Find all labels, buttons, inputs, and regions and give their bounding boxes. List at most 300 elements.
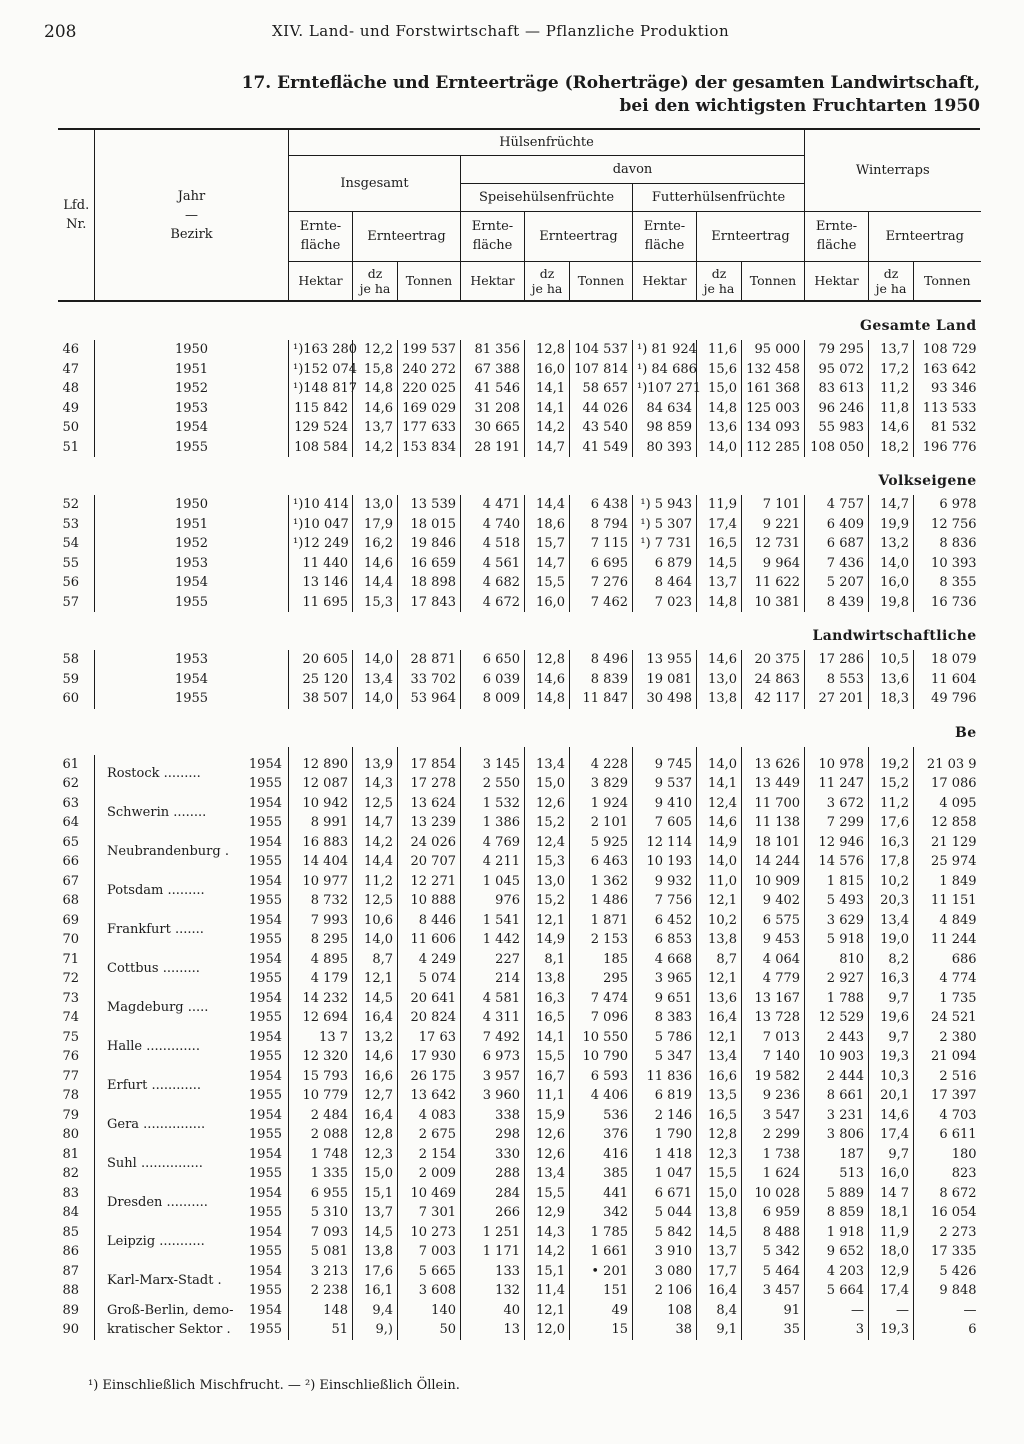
flaeche-header-4: Ernte- fläche [805, 211, 869, 261]
value-cell: 14,6 [869, 418, 914, 438]
value-cell: 16,0 [525, 360, 570, 380]
value-cell: 3 672 [805, 794, 869, 814]
row-year: 1954 [248, 1224, 282, 1240]
value-cell: 5 664 [805, 1281, 869, 1301]
bezirk-cell [95, 969, 289, 989]
value-cell: 295 [570, 969, 633, 989]
value-cell: 38 [633, 1320, 697, 1340]
value-cell: 84 634 [633, 399, 697, 419]
value-cell: 13 624 [398, 794, 461, 814]
value-cell: 10 193 [633, 852, 697, 872]
value-cell: 19 582 [742, 1067, 805, 1087]
value-cell: 20 641 [398, 989, 461, 1009]
value-cell: 3 965 [633, 969, 697, 989]
row-number: 46 [62, 342, 80, 357]
row-year: 1951 [95, 515, 289, 535]
value-cell: 13,8 [697, 930, 742, 950]
value-cell: 6 973 [461, 1047, 525, 1067]
value-cell: 17,6 [869, 813, 914, 833]
value-cell: 14,8 [525, 689, 570, 709]
value-cell: 9,1 [697, 1320, 742, 1340]
value-cell: 14,0 [697, 755, 742, 775]
bezirk-cell [95, 852, 289, 872]
row-number: 64 [62, 815, 80, 830]
value-cell: 14,6 [869, 1106, 914, 1126]
value-cell: 95 000 [742, 340, 805, 360]
huelsen-header: Hülsenfrüchte [289, 130, 805, 155]
value-cell: 33 702 [398, 670, 461, 690]
value-cell: 16 883 [289, 833, 353, 853]
flaeche-header-3: Ernte- fläche [633, 211, 697, 261]
value-cell: 16 736 [914, 593, 981, 613]
row-number: 76 [62, 1049, 80, 1064]
value-cell: 11 138 [742, 813, 805, 833]
value-cell: 24 863 [742, 670, 805, 690]
table-row [59, 1203, 981, 1223]
value-cell: 16,0 [525, 593, 570, 613]
value-cell: ¹) 5 943 [633, 495, 697, 515]
value-cell: 6 959 [742, 1203, 805, 1223]
value-cell: 4 311 [461, 1008, 525, 1028]
value-cell: 9,7 [869, 989, 914, 1009]
value-cell: 11,0 [697, 872, 742, 892]
value-cell: 108 [633, 1301, 697, 1321]
value-cell: 25 120 [289, 670, 353, 690]
value-cell: 14,6 [353, 1047, 398, 1067]
footnote: ¹) Einschließlich Mischfrucht. — ²) Einschließlich Öllein. [88, 1378, 460, 1393]
value-cell: 1 924 [570, 794, 633, 814]
value-cell: 3 547 [742, 1106, 805, 1126]
value-cell: 266 [461, 1203, 525, 1223]
bezirk-cell [95, 989, 289, 1015]
dash-label: — [185, 207, 198, 223]
value-cell: 15,5 [525, 1047, 570, 1067]
unit-hektar: Hektar [805, 261, 869, 301]
bezirk-cell [95, 911, 289, 937]
value-cell: 14,1 [697, 774, 742, 794]
value-cell: 9 652 [805, 1242, 869, 1262]
row-year: 1954 [248, 873, 282, 889]
value-cell: 9,7 [869, 1145, 914, 1165]
value-cell: 18 079 [914, 650, 981, 670]
bezirk-cell [95, 1125, 289, 1145]
table-row [59, 554, 981, 574]
table-row [59, 1067, 981, 1087]
value-cell: 13,7 [697, 573, 742, 593]
unit-tonnen: Tonnen [570, 261, 633, 301]
value-cell: 13 626 [742, 755, 805, 775]
value-cell: 13,4 [697, 1047, 742, 1067]
value-cell: 2 153 [570, 930, 633, 950]
row-number: 84 [62, 1205, 80, 1220]
row-number: 67 [62, 873, 80, 889]
row-year: 1955 [248, 815, 282, 830]
value-cell: 14,7 [525, 554, 570, 574]
value-cell: 14,8 [697, 399, 742, 419]
value-cell: 129 524 [289, 418, 353, 438]
row-year: 1954 [248, 1263, 282, 1279]
value-cell: ¹)107 271 [633, 379, 697, 399]
table-row [59, 911, 981, 931]
bezirk-cell [95, 774, 289, 794]
table-row [59, 495, 981, 515]
value-cell: 8,4 [697, 1301, 742, 1321]
value-cell: 14,0 [697, 438, 742, 458]
value-cell: 91 [742, 1301, 805, 1321]
value-cell: 14,4 [353, 573, 398, 593]
value-cell: 13,8 [353, 1242, 398, 1262]
value-cell: 95 072 [805, 360, 869, 380]
value-cell: 83 613 [805, 379, 869, 399]
row-number: 86 [62, 1244, 80, 1259]
value-cell: 16,4 [353, 1106, 398, 1126]
row-number: 87 [62, 1263, 80, 1279]
row-year: 1954 [248, 834, 282, 850]
value-cell: 3 629 [805, 911, 869, 931]
table-row [59, 1047, 981, 1067]
value-cell: 17,2 [869, 360, 914, 380]
value-cell: 16,0 [869, 1164, 914, 1184]
value-cell: 108 050 [805, 438, 869, 458]
value-cell: 20 707 [398, 852, 461, 872]
value-cell: 15,3 [353, 593, 398, 613]
value-cell: 5 426 [914, 1262, 981, 1282]
row-number: 85 [62, 1224, 80, 1240]
value-cell: 15,0 [697, 379, 742, 399]
value-cell: 5 786 [633, 1028, 697, 1048]
value-cell: 513 [805, 1164, 869, 1184]
value-cell: 3 608 [398, 1281, 461, 1301]
value-cell: 14,9 [525, 930, 570, 950]
value-cell: 8 464 [633, 573, 697, 593]
row-number: 83 [62, 1185, 80, 1201]
value-cell: 15,5 [525, 1184, 570, 1204]
value-cell: 5 493 [805, 891, 869, 911]
value-cell: 4 406 [570, 1086, 633, 1106]
bezirk-name: Gera ............... [107, 1116, 206, 1132]
row-number: 65 [62, 834, 80, 850]
value-cell: 96 246 [805, 399, 869, 419]
value-cell: 140 [398, 1301, 461, 1321]
value-cell: 298 [461, 1125, 525, 1145]
value-cell: 13 7 [289, 1028, 353, 1048]
value-cell: 185 [570, 950, 633, 970]
row-year: 1950 [95, 340, 289, 360]
value-cell: 2 238 [289, 1281, 353, 1301]
value-cell: 14,6 [697, 813, 742, 833]
value-cell: 8,2 [869, 950, 914, 970]
value-cell: 5 464 [742, 1262, 805, 1282]
value-cell: 11,6 [697, 340, 742, 360]
value-cell: 6 039 [461, 670, 525, 690]
value-cell: 196 776 [914, 438, 981, 458]
value-cell: 104 537 [570, 340, 633, 360]
value-cell: 13,6 [697, 989, 742, 1009]
row-number: 57 [62, 594, 80, 610]
value-cell: 12 858 [914, 813, 981, 833]
row-number: 78 [62, 1088, 80, 1103]
bezirk-name: Halle ............. [107, 1038, 200, 1054]
value-cell: 12,1 [525, 1301, 570, 1321]
row-year: 1955 [248, 893, 282, 908]
row-number: 80 [62, 1127, 80, 1142]
value-cell: 199 537 [398, 340, 461, 360]
bezirk-cell [95, 1262, 289, 1288]
value-cell: 376 [570, 1125, 633, 1145]
value-cell: 7 474 [570, 989, 633, 1009]
value-cell: 15 [570, 1320, 633, 1340]
value-cell: 41 549 [570, 438, 633, 458]
value-cell: 81 532 [914, 418, 981, 438]
value-cell: 125 003 [742, 399, 805, 419]
table-row [59, 930, 981, 950]
value-cell: 10 393 [914, 554, 981, 574]
value-cell: ¹) 84 686 [633, 360, 697, 380]
row-number: 77 [62, 1068, 80, 1084]
value-cell: 5 044 [633, 1203, 697, 1223]
value-cell: 4 228 [570, 755, 633, 775]
value-cell: 16,3 [869, 833, 914, 853]
row-number: 60 [62, 691, 80, 706]
value-cell: 12 946 [805, 833, 869, 853]
row-number: 58 [62, 652, 80, 667]
row-year: 1955 [95, 593, 289, 613]
value-cell: 9 848 [914, 1281, 981, 1301]
value-cell: 8 839 [570, 670, 633, 690]
value-cell: 9 537 [633, 774, 697, 794]
value-cell: 49 [570, 1301, 633, 1321]
bezirk-name: Schwerin ........ [107, 804, 207, 820]
value-cell: 14,2 [525, 418, 570, 438]
value-cell: 9,) [353, 1320, 398, 1340]
value-cell: 19,3 [869, 1320, 914, 1340]
row-number: 66 [62, 854, 80, 869]
value-cell: 11 151 [914, 891, 981, 911]
value-cell: 11 847 [570, 689, 633, 709]
value-cell: 7 462 [570, 593, 633, 613]
row-year: 1954 [248, 795, 282, 811]
value-cell: 14,2 [525, 1242, 570, 1262]
bezirk-name: Erfurt ............ [107, 1077, 202, 1093]
section-heading [59, 709, 981, 747]
value-cell: 2 380 [914, 1028, 981, 1048]
value-cell: 16,0 [869, 573, 914, 593]
value-cell: 2 106 [633, 1281, 697, 1301]
bezirk-cell [95, 1164, 289, 1184]
value-cell: 18,3 [869, 689, 914, 709]
table-row [59, 774, 981, 794]
value-cell: 2 484 [289, 1106, 353, 1126]
section-title: Volkseigene [878, 473, 977, 489]
value-cell: 16,2 [353, 534, 398, 554]
value-cell: 12,5 [353, 794, 398, 814]
table-row [59, 1320, 981, 1340]
value-cell: 12 694 [289, 1008, 353, 1028]
value-cell: 8 488 [742, 1223, 805, 1243]
value-cell: 24 026 [398, 833, 461, 853]
table-body [59, 302, 981, 1340]
value-cell: 14,7 [353, 813, 398, 833]
value-cell: 7 003 [398, 1242, 461, 1262]
value-cell: 15,2 [869, 774, 914, 794]
value-cell: 12,1 [525, 911, 570, 931]
value-cell: 8 859 [805, 1203, 869, 1223]
value-cell: 13 642 [398, 1086, 461, 1106]
unit-tonnen: Tonnen [914, 261, 981, 301]
row-year: 1955 [248, 1088, 282, 1103]
value-cell: 93 346 [914, 379, 981, 399]
futter-header: Futterhülsenfrüchte [633, 183, 805, 211]
row-number: 50 [62, 420, 80, 435]
value-cell: 12 114 [633, 833, 697, 853]
value-cell: 13,0 [697, 670, 742, 690]
value-cell: 4 672 [461, 593, 525, 613]
value-cell: 5 207 [805, 573, 869, 593]
value-cell: 112 285 [742, 438, 805, 458]
running-head: XIV. Land- und Forstwirtschaft — Pflanzliche Produktion [272, 22, 730, 40]
value-cell: 107 814 [570, 360, 633, 380]
row-year: 1955 [248, 1244, 282, 1259]
row-number: 59 [62, 671, 80, 687]
value-cell: 10,6 [353, 911, 398, 931]
ertrag-header-2: Ernteertrag [525, 211, 633, 261]
value-cell: 17 335 [914, 1242, 981, 1262]
value-cell: 21 03 9 [914, 755, 981, 775]
value-cell: 18 898 [398, 573, 461, 593]
value-cell: 12,6 [525, 1145, 570, 1165]
value-cell: 20 824 [398, 1008, 461, 1028]
value-cell: 9 651 [633, 989, 697, 1009]
value-cell: 1 418 [633, 1145, 697, 1165]
value-cell: 12,2 [353, 340, 398, 360]
value-cell: 13,2 [353, 1028, 398, 1048]
value-cell: 17 930 [398, 1047, 461, 1067]
value-cell: 28 191 [461, 438, 525, 458]
value-cell: 10 978 [805, 755, 869, 775]
value-cell: ¹)10 414 [289, 495, 353, 515]
value-cell: 6 438 [570, 495, 633, 515]
value-cell: 5 310 [289, 1203, 353, 1223]
table-row [59, 650, 981, 670]
table-row [59, 399, 981, 419]
value-cell: 3 957 [461, 1067, 525, 1087]
value-cell: 11 695 [289, 593, 353, 613]
value-cell: 108 584 [289, 438, 353, 458]
value-cell: 10,2 [869, 872, 914, 892]
value-cell: 7 115 [570, 534, 633, 554]
value-cell: 12,1 [697, 891, 742, 911]
value-cell: 16,4 [353, 1008, 398, 1028]
table-row [59, 1106, 981, 1126]
value-cell: 1 871 [570, 911, 633, 931]
value-cell: 20 375 [742, 650, 805, 670]
value-cell: 4 668 [633, 950, 697, 970]
table-row [59, 833, 981, 853]
value-cell: 16,5 [697, 1106, 742, 1126]
row-number: 54 [62, 536, 80, 551]
value-cell: 9,7 [869, 1028, 914, 1048]
row-year: 1954 [95, 573, 289, 593]
table-row [59, 1086, 981, 1106]
table-row [59, 1223, 981, 1243]
bezirk-cell [95, 1203, 289, 1223]
ertrag-header-3: Ernteertrag [697, 211, 805, 261]
value-cell: 14,0 [869, 554, 914, 574]
table-row [59, 1008, 981, 1028]
value-cell: 19,3 [869, 1047, 914, 1067]
value-cell: 13 239 [398, 813, 461, 833]
row-number: 52 [62, 497, 80, 512]
value-cell: — [805, 1301, 869, 1321]
value-cell: 134 093 [742, 418, 805, 438]
row-number: 61 [62, 756, 80, 772]
value-cell: 31 208 [461, 399, 525, 419]
bezirk-cell [95, 1028, 289, 1054]
value-cell: 17 397 [914, 1086, 981, 1106]
table-row [59, 852, 981, 872]
value-cell: 4 561 [461, 554, 525, 574]
value-cell: 8 295 [289, 930, 353, 950]
bezirk-cell [95, 1067, 289, 1093]
flaeche-header-1: Ernte- fläche [289, 211, 353, 261]
value-cell: 53 964 [398, 689, 461, 709]
value-cell: 5 074 [398, 969, 461, 989]
value-cell: 15,1 [525, 1262, 570, 1282]
section-title: Be [955, 724, 977, 741]
value-cell: 1 045 [461, 872, 525, 892]
lfd-label: Lfd. [63, 198, 90, 213]
row-number: 47 [62, 361, 80, 377]
unit-hektar: Hektar [461, 261, 525, 301]
value-cell: 1 541 [461, 911, 525, 931]
value-cell: 9,4 [353, 1301, 398, 1321]
bezirk-name: Rostock ......... [107, 765, 201, 781]
table-row [59, 379, 981, 399]
bezirk-cell [95, 1086, 289, 1106]
value-cell: 13 449 [742, 774, 805, 794]
value-cell: 12,5 [353, 891, 398, 911]
value-cell: 28 871 [398, 650, 461, 670]
value-cell: 220 025 [398, 379, 461, 399]
row-number: 62 [62, 776, 80, 791]
value-cell: 11 604 [914, 670, 981, 690]
value-cell: 330 [461, 1145, 525, 1165]
value-cell: 13 [461, 1320, 525, 1340]
value-cell: 16,7 [525, 1067, 570, 1087]
row-year: 1955 [248, 1049, 282, 1064]
value-cell: 13,6 [697, 418, 742, 438]
nr-label: Nr. [66, 217, 87, 232]
value-cell: ¹)152 074 [289, 360, 353, 380]
value-cell: 18 101 [742, 833, 805, 853]
value-cell: 14,2 [353, 833, 398, 853]
value-cell: 12,6 [525, 1125, 570, 1145]
value-cell: 21 094 [914, 1047, 981, 1067]
value-cell: 11,9 [869, 1223, 914, 1243]
value-cell: 151 [570, 1281, 633, 1301]
row-number: 56 [62, 575, 80, 590]
bezirk-name: Suhl ............... [107, 1155, 203, 1171]
value-cell: 2 516 [914, 1067, 981, 1087]
row-year: 1953 [95, 554, 289, 574]
value-cell: 14,1 [525, 399, 570, 419]
value-cell: ¹)12 249 [289, 534, 353, 554]
value-cell: 5 665 [398, 1262, 461, 1282]
value-cell: 1 442 [461, 930, 525, 950]
value-cell: 17 854 [398, 755, 461, 775]
value-cell: 7 436 [805, 554, 869, 574]
bezirk-cell [95, 872, 289, 898]
